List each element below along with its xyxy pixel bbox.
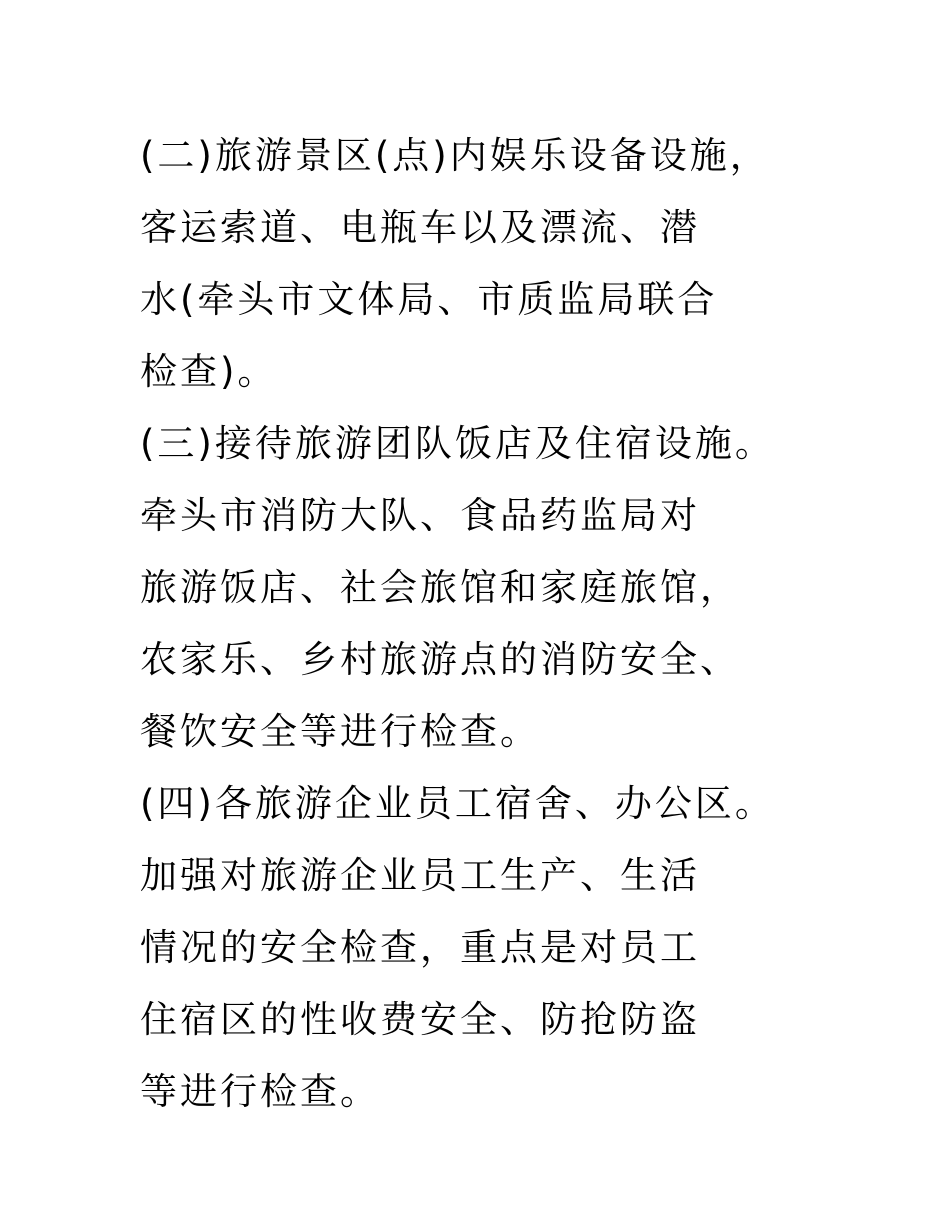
text-line: (四)各旅游企业员工宿舍、办公区。 bbox=[140, 782, 775, 825]
text-line: 住宿区的性收费安全、防抢防盗 bbox=[140, 998, 700, 1041]
text-line: 旅游饭店、社会旅馆和家庭旅馆， bbox=[140, 566, 740, 609]
text-line: (三)接待旅游团队饭店及住宿设施。 bbox=[140, 422, 775, 465]
text-line: (二)旅游景区(点)内娱乐设备设施， bbox=[140, 134, 770, 177]
text-line: 检查)。 bbox=[140, 350, 278, 393]
text-line: 农家乐、乡村旅游点的消防安全、 bbox=[140, 638, 740, 681]
paragraph-hotels-accommodation bbox=[140, 418, 860, 778]
text-line: 等进行检查。 bbox=[140, 1070, 380, 1113]
paragraph-staff-dormitories bbox=[140, 778, 860, 1138]
text-line: 客运索道、电瓶车以及漂流、潜 bbox=[140, 206, 700, 249]
text-line: 加强对旅游企业员工生产、生活 bbox=[140, 854, 700, 897]
text-line: 水(牵头市文体局、市质监局联合 bbox=[140, 278, 718, 321]
text-line: 情况的安全检查，重点是对员工 bbox=[140, 926, 700, 969]
text-line: 牵头市消防大队、食品药监局对 bbox=[140, 494, 700, 537]
text-line: 餐饮安全等进行检查。 bbox=[140, 710, 540, 753]
paragraph-amusement-facilities bbox=[140, 130, 860, 418]
